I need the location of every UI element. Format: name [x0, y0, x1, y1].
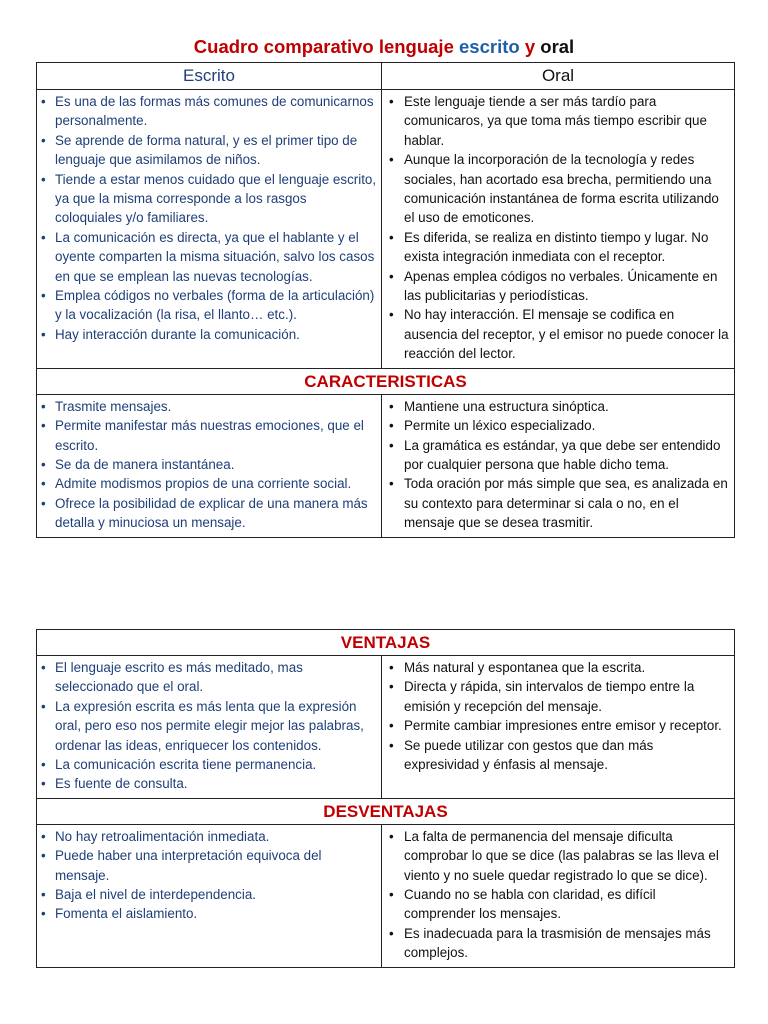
list-item: • Este lenguaje tiende a ser más tardío para comunicaros, ya que toma más tiempo escribir que hablar.	[382, 92, 730, 150]
caracteristicas-oral-list	[382, 395, 734, 537]
title-part-4: oral	[540, 36, 575, 57]
desventajas-escrito-list	[37, 825, 381, 928]
desventajas-oral-cell	[382, 824, 735, 967]
ventajas-escrito-list	[37, 656, 381, 798]
ventajas-oral-list	[382, 656, 734, 778]
ventajas-oral-cell	[382, 656, 735, 799]
list-item: • Baja el nivel de interdependencia.	[37, 885, 377, 904]
header-oral: Oral	[382, 63, 735, 90]
definition-escrito-list	[37, 90, 381, 348]
list-item: • Directa y rápida, sin intervalos de tiempo entre la emisión y recepción del mensaje.	[382, 677, 730, 716]
list-item: • No hay interacción. El mensaje se codifica en ausencia del receptor, y el emisor no puede conocer la reacción del lector.	[382, 305, 730, 363]
title-part-1: Cuadro comparativo lenguaje	[193, 36, 460, 57]
list-item: • Más natural y espontanea que la escrita.	[382, 658, 730, 677]
list-item: • Se da de manera instantánea.	[37, 455, 377, 474]
list-item: • Cuando no se habla con claridad, es difícil comprender los mensajes.	[382, 885, 730, 924]
list-item: • Emplea códigos no verbales (forma de la articulación) y la vocalización (la risa, el llanto… etc.).	[37, 286, 377, 325]
list-item: • La comunicación escrita tiene permanencia.	[37, 755, 377, 774]
title-part-2: escrito	[459, 36, 520, 57]
comparison-table-top	[36, 62, 735, 538]
list-item: • Se aprende de forma natural, y es el primer tipo de lenguaje que asimilamos de niños.	[37, 131, 377, 170]
caracteristicas-escrito-cell	[37, 394, 382, 537]
list-item: • Toda oración por más simple que sea, es analizada en su contexto para determinar si cala o no, en el mensaje que se desea trasmitir.	[382, 474, 730, 532]
comparison-table-bottom	[36, 629, 735, 968]
list-item: • La comunicación es directa, ya que el hablante y el oyente comparten la misma situación, salvo los casos en que se emplean las nuevas tecnologías.	[37, 228, 377, 286]
definition-oral-cell	[382, 90, 735, 369]
list-item: • La falta de permanencia del mensaje dificulta comprobar lo que se dice (las palabras se las lleva el viento y no suele quedar registrado lo que se dice).	[382, 827, 730, 885]
list-item: • Admite modismos propios de una corriente social.	[37, 474, 377, 493]
list-item: • La gramática es estándar, ya que debe ser entendido por cualquier persona que hable dicho tema.	[382, 436, 730, 475]
list-item: • Hay interacción durante la comunicación.	[37, 325, 377, 344]
section-caracteristicas: CARACTERISTICAS	[37, 368, 735, 394]
list-item: • Es fuente de consulta.	[37, 774, 377, 793]
list-item: • Permite cambiar impresiones entre emisor y receptor.	[382, 716, 730, 735]
list-item: • Trasmite mensajes.	[37, 397, 377, 416]
list-item: • Es diferida, se realiza en distinto tiempo y lugar. No exista integración inmediata con el receptor.	[382, 228, 730, 267]
title-part-3: y	[519, 36, 541, 57]
list-item: • Apenas emplea códigos no verbales. Únicamente en las publicitarias y periodísticas.	[382, 267, 730, 306]
definition-oral-list	[382, 90, 734, 368]
list-item: • Aunque la incorporación de la tecnología y redes sociales, han acortado esa brecha, permitiendo una comunicación instantánea de forma escrita utilizando el uso de emoticones.	[382, 150, 730, 228]
list-item: • Permite un léxico especializado.	[382, 416, 730, 435]
caracteristicas-escrito-list	[37, 395, 381, 537]
list-item: • El lenguaje escrito es más meditado, mas seleccionado que el oral.	[37, 658, 377, 697]
caracteristicas-oral-cell	[382, 394, 735, 537]
desventajas-escrito-cell	[37, 824, 382, 967]
section-desventajas: DESVENTAJAS	[37, 798, 735, 824]
header-escrito: Escrito	[37, 63, 382, 90]
list-item: • Es una de las formas más comunes de comunicarnos personalmente.	[37, 92, 377, 131]
section-ventajas: VENTAJAS	[37, 630, 735, 656]
list-item: • Puede haber una interpretación equivoca del mensaje.	[37, 846, 377, 885]
desventajas-oral-list	[382, 825, 734, 967]
list-item: • Mantiene una estructura sinóptica.	[382, 397, 730, 416]
list-item: • Es inadecuada para la trasmisión de mensajes más complejos.	[382, 924, 730, 963]
definition-escrito-cell	[37, 90, 382, 369]
list-item: • Ofrece la posibilidad de explicar de una manera más detalla y minuciosa un mensaje.	[37, 494, 377, 533]
ventajas-escrito-cell	[37, 656, 382, 799]
list-item: • La expresión escrita es más lenta que la expresión oral, pero eso nos permite elegir mejor las palabras, ordenar las ideas, enriquecer los contenidos.	[37, 697, 377, 755]
list-item: • Permite manifestar más nuestras emociones, que el escrito.	[37, 416, 377, 455]
list-item: • Fomenta el aislamiento.	[37, 904, 377, 923]
list-item: • Tiende a estar menos cuidado que el lenguaje escrito, ya que la misma corresponde a los rasgos coloquiales y/o familiares.	[37, 170, 377, 228]
list-item: • No hay retroalimentación inmediata.	[37, 827, 377, 846]
page-title	[0, 36, 768, 58]
list-item: • Se puede utilizar con gestos que dan más expresividad y énfasis al mensaje.	[382, 736, 730, 775]
